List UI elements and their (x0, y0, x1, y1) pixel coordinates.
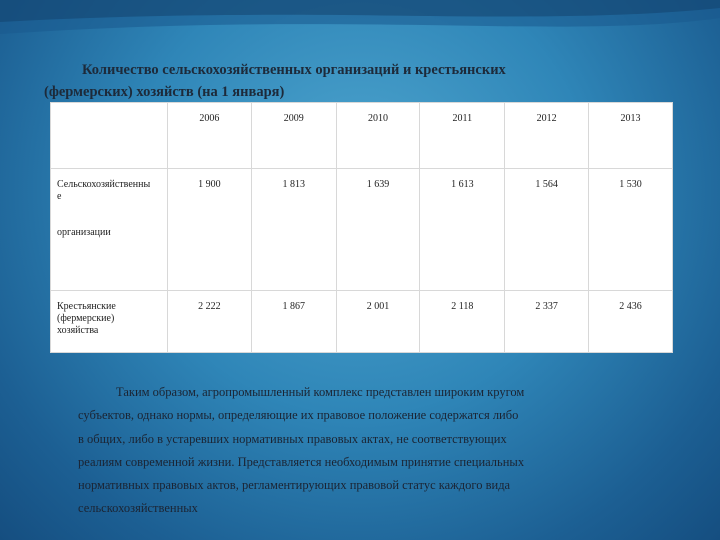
table-cell: 1 639 (336, 169, 420, 291)
table-header-year: 2010 (336, 103, 420, 169)
table-header-year: 2013 (589, 103, 673, 169)
table-cell: 1 530 (589, 169, 673, 291)
statistics-table (50, 102, 673, 353)
paragraph-line: Таким образом, агропромышленный комплекс представлен широким кругом (116, 385, 525, 399)
table-cell: 2 436 (589, 291, 673, 353)
table-cell: 1 613 (420, 169, 505, 291)
table-cell: 1 867 (251, 291, 336, 353)
table-cell: 2 118 (420, 291, 505, 353)
table-header-empty (51, 103, 168, 169)
row-label-line: е (57, 191, 62, 202)
row-label-line: хозяйства (57, 325, 99, 336)
row-label-line: Сельскохозяйственны (57, 179, 151, 190)
table-header-year: 2006 (167, 103, 251, 169)
table-header-year: 2012 (505, 103, 589, 169)
row-label (51, 291, 168, 353)
table-header-row (51, 103, 673, 169)
row-label-line: (фермерские) (57, 313, 115, 324)
paragraph-line: нормативных правовых актов, регламентирующих правовой статус каждого вида (78, 478, 511, 493)
slide-title (0, 59, 720, 103)
row-label (51, 169, 168, 291)
table-cell: 1 564 (505, 169, 589, 291)
table-cell: 2 337 (505, 291, 589, 353)
decorative-wave (0, 0, 720, 60)
row-label-line: организации (57, 227, 111, 238)
table-cell: 1 813 (251, 169, 336, 291)
title-line-2: (фермерских) хозяйств (на 1 января) (44, 84, 285, 100)
table-cell: 1 900 (167, 169, 251, 291)
body-paragraph (78, 381, 668, 521)
table-header-year: 2009 (251, 103, 336, 169)
table-row (51, 291, 673, 353)
paragraph-line: сельскохозяйственных (78, 501, 198, 516)
paragraph-line: субъектов, однако нормы, определяющие их правовое положение содержатся либо (78, 408, 519, 423)
title-line-1: Количество сельскохозяйственных организаций и крестьянских (82, 62, 506, 78)
paragraph-line: реалиям современной жизни. Представляется необходимым принятие специальных (78, 454, 525, 469)
paragraph-line: в общих, либо в устаревших нормативных правовых актах, не соответствующих (78, 431, 507, 446)
table-cell: 2 001 (336, 291, 420, 353)
table-cell: 2 222 (167, 291, 251, 353)
row-label-line: Крестьянские (57, 301, 116, 312)
table-row (51, 169, 673, 291)
table-header-year: 2011 (420, 103, 505, 169)
